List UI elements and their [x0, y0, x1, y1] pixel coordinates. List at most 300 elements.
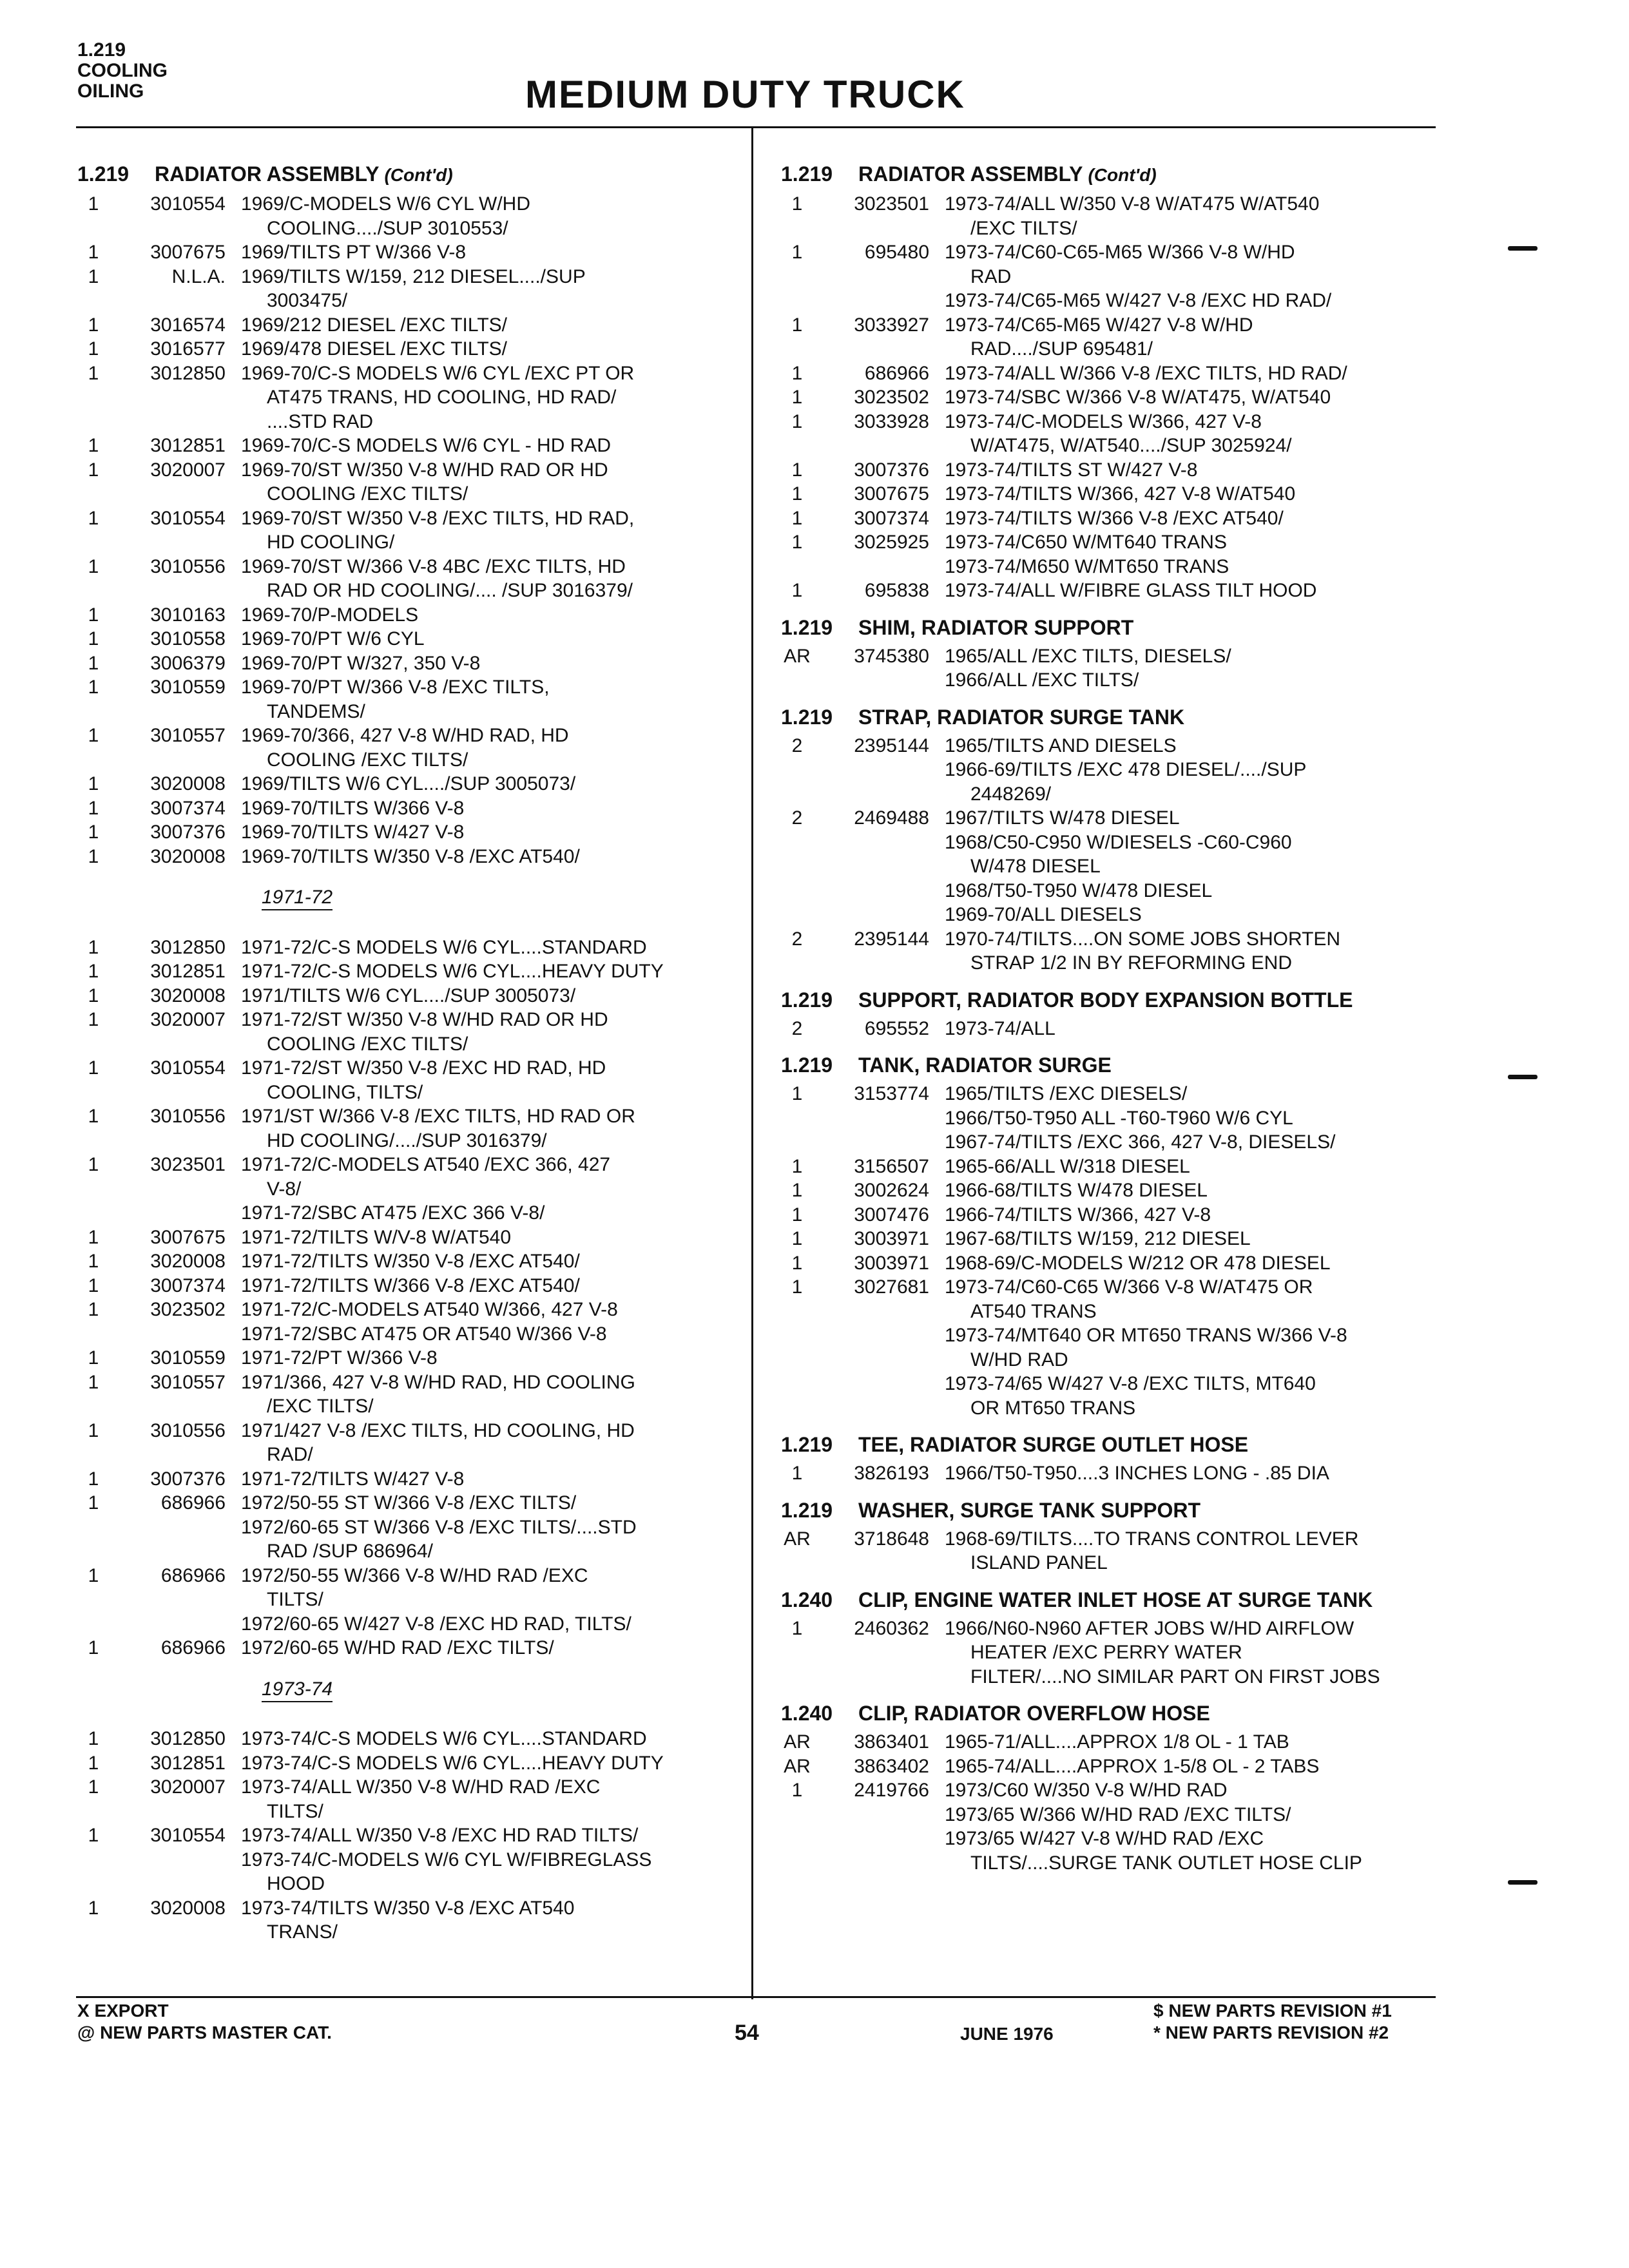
part-number: 2469488: [854, 807, 929, 829]
part-number: N.L.A.: [171, 265, 226, 287]
description-line: 1966/T50-T950 ALL -T60-T960 W/6 CYL: [945, 1107, 1293, 1129]
description-line: TILTS/: [267, 1589, 323, 1610]
part-number: 3012850: [150, 1728, 226, 1749]
quantity: 1: [88, 1752, 99, 1774]
usage-description: [241, 1775, 735, 1823]
part-number: 686966: [160, 1564, 226, 1586]
parts-row: [781, 506, 1438, 531]
footer-line: * NEW PARTS REVISION #2: [1153, 2023, 1389, 2042]
part-number: 3010554: [150, 1057, 226, 1079]
description-line: 1973-74/MT640 OR MT650 TRANS W/366 V-8: [945, 1325, 1347, 1346]
description-line: 1969/212 DIESEL /EXC TILTS/: [241, 314, 507, 336]
quantity: [77, 1612, 110, 1637]
part-number: 3007376: [150, 1468, 226, 1490]
usage-description: [241, 1201, 735, 1225]
year-range-label: 1973-74: [262, 1678, 333, 1702]
section-title: [858, 987, 1438, 1013]
description-line: TILTS/: [267, 1800, 323, 1822]
description-line: W/AT475, W/AT540..../SUP 3025924/: [970, 435, 1292, 456]
usage-description: [945, 555, 1438, 579]
usage-description: [241, 1104, 735, 1153]
quantity: 1: [88, 1825, 99, 1846]
year-range-heading: [77, 1677, 735, 1702]
part-number: 3010559: [150, 1347, 226, 1369]
part-number: 3012851: [150, 961, 226, 982]
parts-row: [781, 806, 1438, 927]
parts-row: [77, 1727, 735, 1751]
part-number: 3010163: [150, 604, 226, 626]
quantity: 1: [88, 604, 99, 626]
usage-description: [241, 1564, 735, 1612]
description-line: 1965/TILTS AND DIESELS: [945, 735, 1177, 756]
description-line: 1972/50-55 W/366 V-8 W/HD RAD /EXC: [241, 1564, 588, 1586]
description-line: 1973-74/ALL W/350 V-8 W/HD RAD /EXC: [241, 1776, 601, 1798]
margin-mark: [1508, 1880, 1537, 1885]
part-number: 3007476: [854, 1204, 929, 1225]
part-number: [110, 1848, 241, 1896]
parts-row: [77, 772, 735, 796]
description-line: 1966-74/TILTS W/366, 427 V-8: [945, 1204, 1211, 1225]
description-line: 1971/TILTS W/6 CYL..../SUP 3005073/: [241, 985, 576, 1006]
parts-row: [781, 734, 1438, 807]
part-number: 3826193: [854, 1463, 929, 1484]
part-number: 3007374: [150, 1274, 226, 1296]
quantity: 1: [791, 1780, 803, 1801]
parts-row: [781, 410, 1438, 458]
quantity: 1: [88, 1728, 99, 1749]
section-code-line: COOLING: [77, 60, 168, 81]
footer-line: X EXPORT: [77, 2001, 169, 2021]
section-number: 1.219: [77, 162, 130, 186]
description-line: 1969-70/P-MODELS: [241, 604, 419, 626]
usage-description: [241, 724, 735, 772]
parts-row: [781, 1178, 1438, 1203]
parts-row: [77, 1491, 735, 1515]
quantity: 1: [791, 1276, 803, 1298]
year-range-label: 1971-72: [262, 887, 333, 910]
description-line: 1968/T50-T950 W/478 DIESEL: [945, 879, 1213, 901]
description-line: HOOD: [267, 1873, 325, 1894]
description-line: 1968-69/C-MODELS W/212 OR 478 DIESEL: [945, 1252, 1331, 1274]
quantity: 1: [791, 1083, 803, 1104]
quantity: 1: [88, 1637, 99, 1658]
section-number: 1.219: [781, 705, 833, 729]
section-title: [858, 161, 1438, 188]
part-number: 3023502: [150, 1299, 226, 1320]
parts-row: [77, 555, 735, 603]
description-line: 1973-74/C650 W/MT640 TRANS: [945, 532, 1227, 553]
description-line: 1969-70/ST W/366 V-8 4BC /EXC TILTS, HD: [241, 555, 626, 577]
description-line: 1965-66/ALL W/318 DIESEL: [945, 1155, 1190, 1177]
quantity: AR: [784, 1731, 811, 1753]
description-line: 1969-70/PT W/6 CYL: [241, 628, 425, 649]
description-line: 1971-72/TILTS W/366 V-8 /EXC AT540/: [241, 1274, 580, 1296]
description-line: 1973-74/M650 W/MT650 TRANS: [945, 555, 1229, 577]
usage-description: [945, 1155, 1438, 1179]
quantity: 1: [88, 845, 99, 867]
quantity: 1: [791, 1204, 803, 1225]
quantity: 1: [791, 507, 803, 529]
usage-description: [945, 458, 1438, 483]
usage-description: [241, 1274, 735, 1298]
description-line: 1967-68/TILTS W/159, 212 DIESEL: [945, 1228, 1251, 1249]
part-number: 3003971: [854, 1228, 929, 1249]
parts-row: [781, 530, 1438, 555]
description-line: COOLING /EXC TILTS/: [267, 749, 468, 771]
parts-row: [781, 192, 1438, 240]
usage-description: [945, 192, 1438, 240]
section-spacer: [781, 1041, 1438, 1052]
part-number: 3023501: [854, 193, 929, 215]
quantity: 1: [88, 1468, 99, 1490]
quantity: 1: [88, 1274, 99, 1296]
usage-description: [945, 1178, 1438, 1203]
parts-row: [77, 1419, 735, 1467]
description-line: 3003475/: [267, 290, 348, 311]
description-line: 1971-72/C-S MODELS W/6 CYL....STANDARD: [241, 936, 647, 958]
parts-row: [77, 1153, 735, 1201]
quantity: 2: [791, 928, 803, 950]
section-heading: [781, 1432, 1438, 1457]
usage-description: [945, 506, 1438, 531]
description-line: 1971-72/ST W/350 V-8 /EXC HD RAD, HD: [241, 1057, 606, 1079]
parts-row: [77, 361, 735, 434]
description-line: TRANS/: [267, 1921, 338, 1943]
part-number: 3012850: [150, 936, 226, 958]
usage-description: [241, 796, 735, 821]
description-line: HD COOLING/: [267, 532, 395, 553]
description-line: 1973-74/TILTS W/366, 427 V-8 W/AT540: [945, 483, 1296, 505]
section-title-text: WASHER, SURGE TANK SUPPORT: [858, 1498, 1200, 1522]
description-line: COOLING, TILTS/: [267, 1081, 423, 1103]
part-number: 3863402: [854, 1755, 929, 1777]
quantity: 1: [88, 985, 99, 1006]
part-number: [813, 555, 945, 579]
usage-description: [241, 1298, 735, 1322]
part-number: 3020008: [150, 1251, 226, 1272]
parts-row: [781, 1730, 1438, 1754]
usage-description: [241, 1346, 735, 1370]
description-line: 1969-70/ALL DIESELS: [945, 904, 1142, 925]
part-number: 3010556: [150, 1419, 226, 1441]
quantity: 1: [791, 459, 803, 481]
part-number: 3012851: [150, 1752, 226, 1774]
part-number: 3007675: [150, 242, 226, 263]
parts-row: [781, 1082, 1438, 1155]
usage-description: [945, 927, 1438, 975]
part-number: 3010554: [150, 1825, 226, 1846]
usage-description: [241, 240, 735, 265]
quantity: [77, 1201, 110, 1225]
description-line: 1971/427 V-8 /EXC TILTS, HD COOLING, HD: [241, 1419, 635, 1441]
parts-row: [781, 240, 1438, 289]
part-number: 3033927: [854, 314, 929, 336]
section-title: [858, 704, 1438, 730]
section-title: [155, 161, 735, 188]
parts-row: [77, 959, 735, 984]
quantity: AR: [784, 645, 811, 667]
quantity: 1: [88, 1251, 99, 1272]
usage-description: [945, 1527, 1438, 1575]
section-heading: [781, 987, 1438, 1013]
quantity: 1: [88, 1347, 99, 1369]
description-line: COOLING..../SUP 3010553/: [267, 217, 508, 239]
quantity: 1: [88, 435, 99, 456]
parts-row: [781, 1617, 1438, 1689]
parts-row: [77, 724, 735, 772]
part-number: 2395144: [854, 928, 929, 950]
parts-row: [781, 1251, 1438, 1276]
quantity: 1: [88, 961, 99, 982]
column-divider: [751, 128, 753, 1999]
quantity: [781, 289, 813, 313]
description-line: 1971-72/C-MODELS AT540 /EXC 366, 427: [241, 1154, 611, 1175]
quantity: [77, 1515, 110, 1564]
description-line: 1971/366, 427 V-8 W/HD RAD, HD COOLING: [241, 1371, 635, 1393]
description-line: TANDEMS/: [267, 700, 365, 722]
usage-description: [241, 1896, 735, 1945]
usage-description: [241, 1056, 735, 1104]
description-line: 1973-74/ALL W/FIBRE GLASS TILT HOOD: [945, 580, 1317, 601]
usage-description: [241, 1751, 735, 1776]
quantity: 2: [791, 807, 803, 829]
part-number: 3010556: [150, 555, 226, 577]
parts-row: [77, 651, 735, 676]
section-heading: [781, 1587, 1438, 1613]
part-number: 3012851: [150, 435, 226, 456]
description-line: RAD/: [267, 1444, 313, 1465]
parts-row: [77, 1848, 735, 1896]
part-number: 3016577: [150, 338, 226, 360]
quantity: 1: [88, 1106, 99, 1127]
quantity: 1: [88, 797, 99, 819]
description-line: 1965/TILTS /EXC DIESELS/: [945, 1083, 1188, 1104]
parts-row: [77, 1274, 735, 1298]
section-heading: [77, 161, 735, 188]
description-line: 1971-72/ST W/350 V-8 W/HD RAD OR HD: [241, 1009, 608, 1030]
quantity: 1: [88, 1057, 99, 1079]
right-column: [781, 161, 1438, 1875]
description-line: V-8/: [267, 1178, 302, 1200]
description-line: 1973-74/TILTS W/350 V-8 /EXC AT540: [241, 1897, 575, 1919]
margin-mark: [1508, 246, 1537, 251]
quantity: 1: [791, 1463, 803, 1484]
description-line: 1967-74/TILTS /EXC 366, 427 V-8, DIESELS/: [945, 1131, 1336, 1153]
part-number: 686966: [160, 1492, 226, 1514]
quantity: 1: [88, 507, 99, 529]
quantity: 1: [88, 628, 99, 649]
usage-description: [945, 806, 1438, 927]
quantity: 1: [791, 1155, 803, 1177]
parts-row: [781, 361, 1438, 386]
description-line: TILTS/....SURGE TANK OUTLET HOSE CLIP: [970, 1852, 1362, 1874]
part-number: 3020007: [150, 1009, 226, 1030]
usage-description: [945, 1251, 1438, 1276]
parts-row: [77, 192, 735, 240]
usage-description: [241, 1322, 735, 1347]
part-number: 3012850: [150, 362, 226, 384]
quantity: 1: [88, 936, 99, 958]
description-line: 2448269/: [970, 783, 1052, 805]
usage-description: [241, 1008, 735, 1056]
parts-row: [77, 1201, 735, 1225]
quantity: 1: [88, 193, 99, 215]
section-title-text: SHIM, RADIATOR SUPPORT: [858, 615, 1134, 639]
usage-description: [241, 651, 735, 676]
description-line: 1969-70/ST W/350 V-8 W/HD RAD OR HD: [241, 459, 608, 481]
part-number: 3718648: [854, 1528, 929, 1550]
parts-row: [77, 1104, 735, 1153]
quantity: 1: [88, 1897, 99, 1919]
description-line: 1973/65 W/427 V-8 W/HD RAD /EXC: [945, 1828, 1264, 1849]
part-number: 3010556: [150, 1106, 226, 1127]
quantity: 1: [88, 725, 99, 746]
section-spacer: [781, 1575, 1438, 1587]
description-line: 1973/65 W/366 W/HD RAD /EXC TILTS/: [945, 1803, 1291, 1825]
parts-row: [77, 240, 735, 265]
parts-row: [781, 1227, 1438, 1251]
part-number: 3020008: [150, 773, 226, 794]
part-number: 3020008: [150, 985, 226, 1006]
parts-row: [77, 1370, 735, 1419]
part-number: 3016574: [150, 314, 226, 336]
usage-description: [945, 1017, 1438, 1041]
usage-description: [241, 458, 735, 506]
part-number: 3010554: [150, 507, 226, 529]
description-line: 1972/50-55 ST W/366 V-8 /EXC TILTS/: [241, 1492, 577, 1514]
part-number: 3010557: [150, 725, 226, 746]
part-number: 3010557: [150, 1371, 226, 1393]
description-line: 1969/C-MODELS W/6 CYL W/HD: [241, 193, 530, 215]
description-line: COOLING /EXC TILTS/: [267, 483, 468, 505]
parts-row: [77, 1896, 735, 1945]
description-line: COOLING /EXC TILTS/: [267, 1033, 468, 1055]
part-number: 3156507: [854, 1155, 929, 1177]
part-number: 3006379: [150, 652, 226, 674]
parts-row: [77, 603, 735, 628]
part-number: 3007376: [854, 459, 929, 481]
usage-description: [241, 313, 735, 338]
parts-row: [781, 555, 1438, 579]
description-line: 1973-74/ALL W/350 V-8 W/AT475 W/AT540: [945, 193, 1320, 215]
quantity: 1: [88, 265, 99, 287]
usage-description: [241, 1249, 735, 1274]
part-number: 3007675: [854, 483, 929, 505]
description-line: HEATER /EXC PERRY WATER: [970, 1642, 1242, 1663]
usage-description: [945, 1730, 1438, 1754]
usage-description: [241, 936, 735, 960]
parts-row: [77, 820, 735, 845]
quantity: 1: [791, 1180, 803, 1201]
footer-legend-right: [1153, 2000, 1392, 2044]
quantity: 1: [88, 314, 99, 336]
section-title-text: CLIP, RADIATOR OVERFLOW HOSE: [858, 1702, 1210, 1725]
year-range-heading: [77, 885, 735, 910]
description-line: 1973-74/SBC W/366 V-8 W/AT475, W/AT540: [945, 387, 1331, 408]
description-line: 1973-74/ALL: [945, 1017, 1055, 1039]
quantity: 1: [88, 1776, 99, 1798]
description-line: 1973-74/C65-M65 W/427 V-8 W/HD: [945, 314, 1253, 336]
usage-description: [241, 1515, 735, 1564]
parts-row: [77, 434, 735, 458]
usage-description: [241, 1153, 735, 1201]
section-number: 1.219: [781, 1498, 833, 1522]
usage-description: [241, 434, 735, 458]
description-line: 1973-74/ALL W/366 V-8 /EXC TILTS, HD RAD/: [945, 362, 1347, 384]
part-number: 3007374: [854, 507, 929, 529]
section-title: [858, 1432, 1438, 1457]
section-number: 1.219: [781, 162, 833, 186]
parts-row: [781, 458, 1438, 483]
quantity: 1: [88, 822, 99, 843]
description-line: 1971-72/TILTS W/427 V-8: [241, 1468, 465, 1490]
description-line: RAD: [970, 265, 1012, 287]
description-line: 1969-70/PT W/366 V-8 /EXC TILTS,: [241, 677, 550, 698]
quantity: 1: [88, 338, 99, 360]
description-line: ISLAND PANEL: [970, 1552, 1108, 1573]
description-line: 1973-74/TILTS ST W/427 V-8: [945, 459, 1198, 481]
part-number: 3863401: [854, 1731, 929, 1753]
description-line: W/HD RAD: [970, 1349, 1068, 1370]
part-number: [110, 1515, 241, 1564]
quantity: 1: [88, 1419, 99, 1441]
parts-row: [781, 1155, 1438, 1179]
parts-row: [781, 1461, 1438, 1486]
usage-description: [945, 410, 1438, 458]
parts-row: [77, 1225, 735, 1250]
usage-description: [945, 1082, 1438, 1155]
part-number: [813, 289, 945, 313]
section-number: 1.219: [781, 1433, 833, 1456]
description-line: 1966-69/TILTS /EXC 478 DIESEL/..../SUP: [945, 759, 1307, 780]
part-number: 2395144: [854, 735, 929, 756]
usage-description: [945, 289, 1438, 313]
description-line: 1969/TILTS W/159, 212 DIESEL..../SUP: [241, 265, 586, 287]
parts-row: [781, 385, 1438, 410]
usage-description: [945, 482, 1438, 506]
parts-row: [781, 644, 1438, 693]
parts-row: [77, 1636, 735, 1660]
section-title-text: RADIATOR ASSEMBLY: [858, 162, 1083, 186]
parts-row: [77, 1298, 735, 1322]
footer-legend-left: [77, 2000, 332, 2044]
part-number: 3010559: [150, 677, 226, 698]
section-number: 1.219: [781, 1053, 833, 1077]
description-line: 1965-74/ALL....APPROX 1-5/8 OL - 2 TABS: [945, 1755, 1320, 1777]
description-line: 1969/TILTS W/6 CYL..../SUP 3005073/: [241, 773, 576, 794]
part-number: 3007675: [150, 1226, 226, 1248]
description-line: 1965/ALL /EXC TILTS, DIESELS/: [945, 645, 1231, 667]
usage-description: [241, 1727, 735, 1751]
section-spacer: [781, 975, 1438, 987]
description-line: 1966/N60-N960 AFTER JOBS W/HD AIRFLOW: [945, 1617, 1354, 1639]
quantity: 1: [88, 1492, 99, 1514]
usage-description: [241, 1419, 735, 1467]
usage-description: [945, 1227, 1438, 1251]
part-number: 3007374: [150, 797, 226, 819]
description-line: 1971-72/SBC AT475 OR AT540 W/366 V-8: [241, 1323, 607, 1345]
usage-description: [241, 1491, 735, 1515]
section-heading: [781, 615, 1438, 640]
description-line: /EXC TILTS/: [267, 1396, 374, 1417]
description-line: HD COOLING/..../SUP 3016379/: [267, 1129, 547, 1151]
parts-row: [77, 796, 735, 821]
section-title-text: CLIP, ENGINE WATER INLET HOSE AT SURGE TANK: [858, 1588, 1373, 1611]
page-title: MEDIUM DUTY TRUCK: [525, 73, 965, 116]
parts-row: [77, 1249, 735, 1274]
usage-description: [241, 1370, 735, 1419]
part-number: 686966: [864, 362, 929, 384]
